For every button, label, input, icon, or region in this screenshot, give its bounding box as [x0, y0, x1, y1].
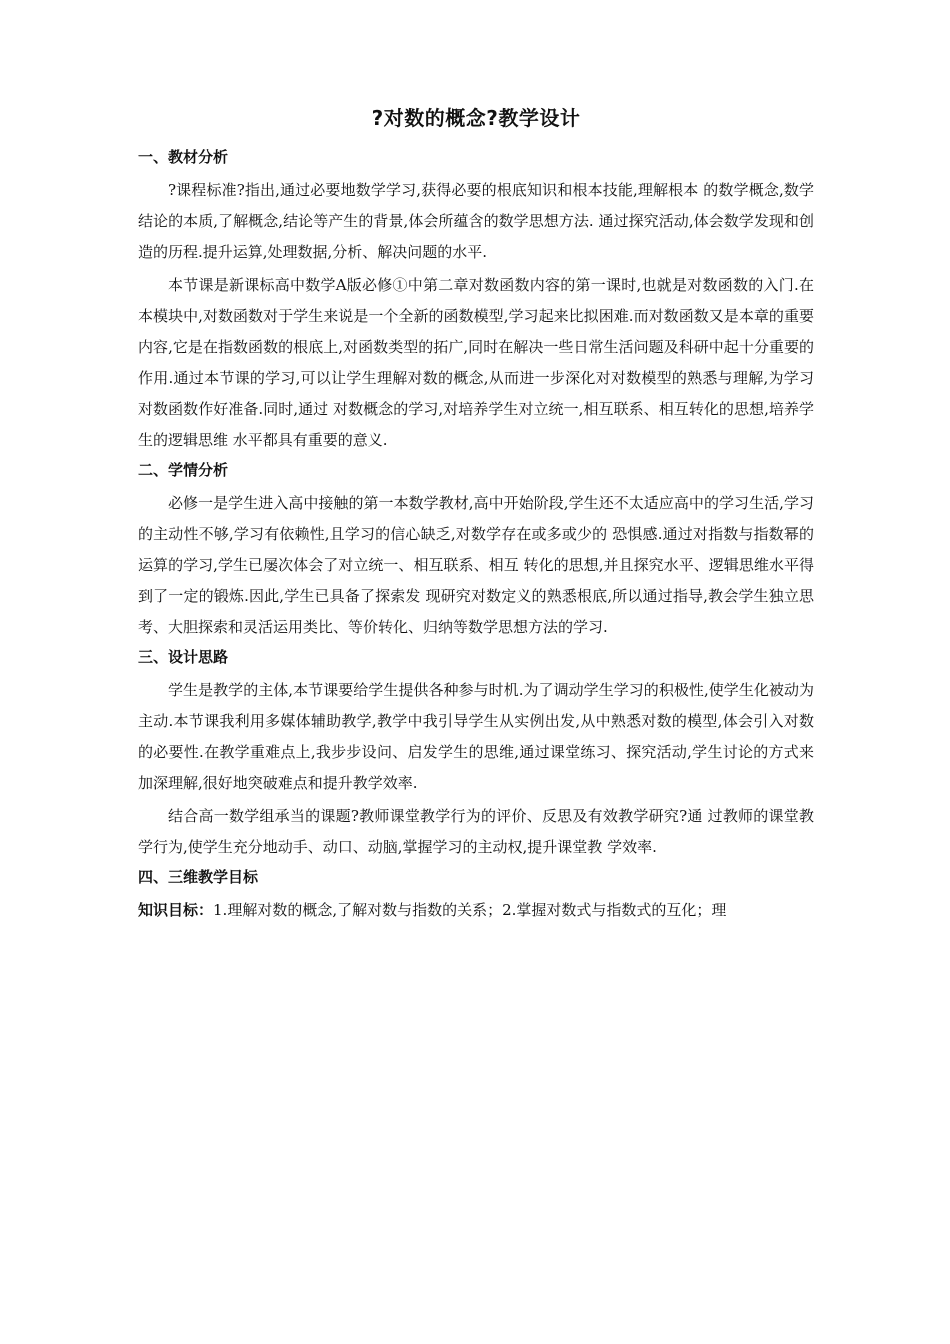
knowledge-objective-line [138, 895, 814, 926]
knowledge-objective-label: 知识目标： [138, 901, 214, 919]
knowledge-objective-text: 1.理解对数的概念,了解对数与指数的关系；2.掌握对数式与指数式的互化；理 [213, 901, 727, 919]
document-title: ?对数的概念?教学设计 [371, 106, 581, 130]
paragraph: 本节课是新课标高中数学A版必修①中第二章对数函数内容的第一课时,也就是对数函数的入门.在本模块中,对数函数对于学生来说是一个全新的函数模型,学习起来比拟困难.而对数函数又是本章的重要内容,它是在指数函数的根底上,对函数类型的拓广,同时在解决一些日常生活问题及科研中起十分重要的作用.通过本节课的学习,可以让学生理解对数的概念,从而进一步深化对对数模型的熟悉与理解,为学习对数函数作好准备.同时,通过 对数概念的学习,对培养学生对立统一,相互联系、相互转化的思想,培养学生的逻辑思维 水平都具有重要的意义. [138, 276, 814, 449]
section-heading-textbook-analysis: 一、教材分析 [138, 148, 229, 166]
section-heading-design-ideas: 三、设计思路 [138, 648, 229, 666]
document-body [138, 102, 814, 928]
paragraph: 学生是教学的主体,本节课要给学生提供各种参与时机.为了调动学生学习的积极性,使学生化被动为主动.本节课我利用多媒体辅助教学,教学中我引导学生从实例出发,从中熟悉对数的模型,体会引入对数的必要性.在教学重难点上,我步步设问、启发学生的思维,通过课堂练习、探究活动,学生讨论的方式来加深理解,很好地突破难点和提升教学效率. [138, 681, 814, 792]
section-heading-teaching-objectives: 四、三维教学目标 [138, 868, 259, 886]
paragraph: ?课程标准?指出,通过必要地数学学习,获得必要的根底知识和根本技能,理解根本 的数学概念,数学结论的本质,了解概念,结论等产生的背景,体会所蕴含的数学思想方法. 通过探究活动,体会数学发现和创造的历程.提升运算,处理数据,分析、解决问题的水平. [138, 181, 814, 261]
paragraph: 结合高一数学组承当的课题?教师课堂教学行为的评价、反思及有效教学研究?通 过教师的课堂教学行为,使学生充分地动手、动口、动脑,掌握学习的主动权,提升课堂教 学效率. [138, 807, 814, 856]
section-heading-student-analysis: 二、学情分析 [138, 461, 229, 479]
paragraph: 必修一是学生进入高中接触的第一本数学教材,高中开始阶段,学生还不太适应高中的学习生活,学习的主动性不够,学习有依赖性,且学习的信心缺乏,对数学存在或多或少的 恐惧感.通过对指数与指数幂的运算的学习,学生已屡次体会了对立统一、相互联系、相互 转化的思想,并且探究水平、逻辑思维水平得到了一定的锻炼.因此,学生已具备了探索发 现研究对数定义的熟悉根底,所以通过指导,教会学生独立思考、大胆探索和灵活运用类比、等价转化、归纳等数学思想方法的学习. [138, 494, 814, 636]
